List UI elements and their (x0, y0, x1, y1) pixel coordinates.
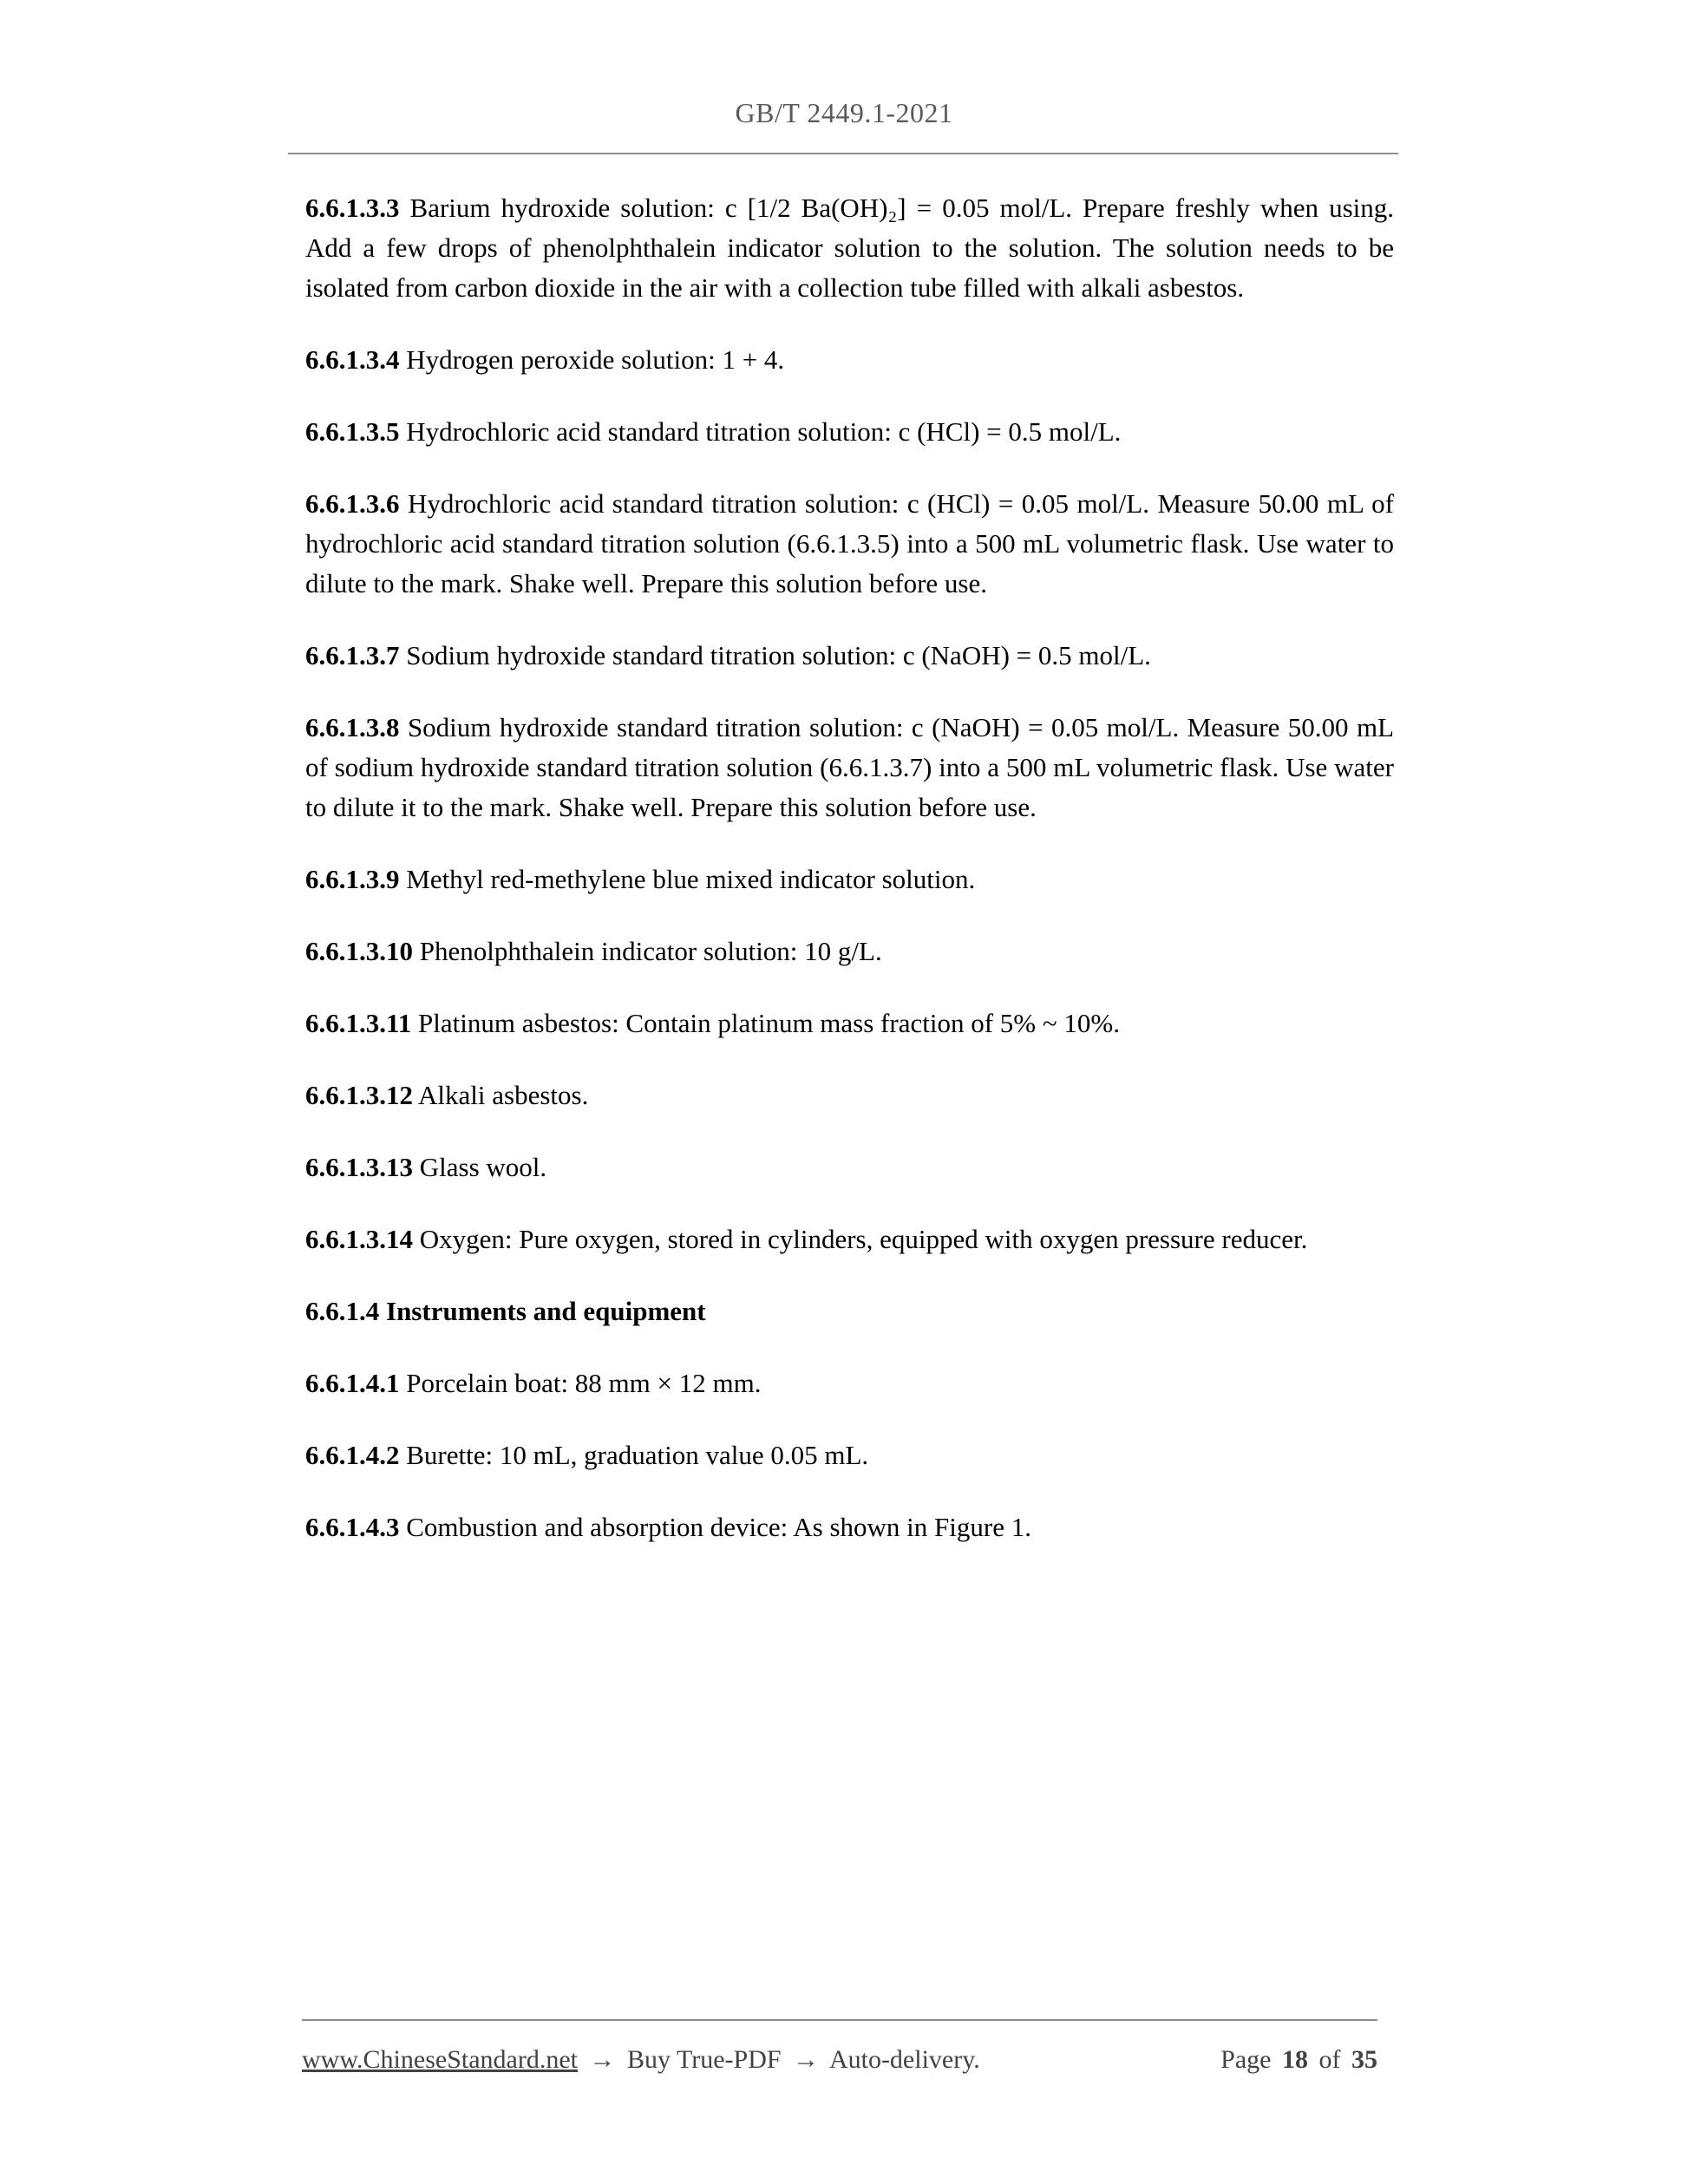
of-label: of (1318, 2045, 1341, 2074)
paragraph (305, 1076, 1394, 1115)
paragraph (305, 860, 1394, 899)
paragraph-text: Oxygen: Pure oxygen, stored in cylinders, equipped with oxygen pressure reducer. (419, 1224, 1308, 1254)
section-number: 6.6.1.3.4 (305, 344, 400, 375)
paragraph (305, 1507, 1394, 1547)
section-number: 6.6.1.3.3 (305, 193, 400, 223)
paragraph-text: Alkali asbestos. (418, 1080, 589, 1110)
paragraph-text: Hydrochloric acid standard titration solution: c (HCl) = 0.5 mol/L. (406, 416, 1122, 447)
section-number: 6.6.1.3.9 (305, 864, 400, 894)
paragraph (305, 412, 1394, 452)
section-number: 6.6.1.3.7 (305, 640, 400, 670)
paragraph-text: Platinum asbestos: Contain platinum mass fraction of 5% ~ 10%. (418, 1008, 1120, 1038)
paragraph (305, 636, 1394, 676)
page-current: 18 (1282, 2045, 1308, 2074)
footer-left (302, 2040, 980, 2080)
footer-link[interactable]: www.ChineseStandard.net (302, 2045, 578, 2074)
footer-buy-label: Buy True-PDF (627, 2045, 782, 2074)
arrow-right-icon: → (589, 2045, 616, 2074)
paragraph (305, 708, 1394, 827)
section-number: 6.6.1.3.6 (305, 488, 400, 519)
page-label: Page (1220, 2045, 1272, 2074)
paragraph (305, 1435, 1394, 1475)
page-indicator (1220, 2040, 1377, 2080)
section-number: 6.6.1.4.3 (305, 1512, 400, 1542)
section-number: 6.6.1.3.13 (305, 1152, 413, 1182)
footer-delivery-label: Auto-delivery. (828, 2045, 980, 2074)
paragraph-text: Burette: 10 mL, graduation value 0.05 mL. (406, 1440, 869, 1470)
section-number: 6.6.1.4.1 (305, 1368, 400, 1398)
header-rule (288, 153, 1398, 154)
paragraph-text: Sodium hydroxide standard titration solution: c (NaOH) = 0.5 mol/L. (406, 640, 1151, 670)
paragraph (305, 484, 1394, 604)
paragraph-text: Phenolphthalein indicator solution: 10 g/L. (419, 936, 882, 966)
paragraph-text: Hydrochloric acid standard titration solution: c (HCl) = 0.05 mol/L. Measure 50.00 mL of hydrochloric acid standard titration solution (6.6.1.3.5) into a 500 mL volumetric flask. Use water to dilute to the mark. Shake well. Prepare this solution before use. (305, 488, 1395, 598)
page-footer (302, 2040, 1377, 2080)
page-total: 35 (1351, 2045, 1377, 2074)
paragraph-text: Combustion and absorption device: As shown in Figure 1. (406, 1512, 1031, 1542)
section-number: 6.6.1.4.2 (305, 1440, 400, 1470)
document-body (305, 188, 1394, 1579)
page-header-title: GB/T 2449.1-2021 (735, 97, 953, 128)
paragraph (305, 1363, 1394, 1403)
paragraph-text: Methyl red-methylene blue mixed indicator solution. (406, 864, 976, 894)
footer-rule (302, 2019, 1377, 2021)
section-heading-text: Instruments and equipment (386, 1296, 706, 1326)
paragraph-text: Glass wool. (419, 1152, 547, 1182)
section-number: 6.6.1.3.8 (305, 712, 400, 742)
section-heading (305, 1291, 1394, 1331)
paragraph (305, 932, 1394, 971)
paragraph-text: Hydrogen peroxide solution: 1 + 4. (406, 344, 785, 375)
section-number: 6.6.1.4 (305, 1296, 380, 1326)
section-number: 6.6.1.3.10 (305, 936, 413, 966)
paragraph (305, 1004, 1394, 1043)
section-number: 6.6.1.3.12 (305, 1080, 413, 1110)
paragraph-text: Porcelain boat: 88 mm × 12 mm. (406, 1368, 762, 1398)
section-number: 6.6.1.3.5 (305, 416, 400, 447)
section-number: 6.6.1.3.14 (305, 1224, 413, 1254)
paragraph (305, 340, 1394, 380)
arrow-right-icon: → (793, 2045, 820, 2074)
paragraph (305, 188, 1394, 308)
paragraph (305, 1220, 1394, 1259)
paragraph-text: Barium hydroxide solution: c [1/2 Ba(OH)₂] = 0.05 mol/L. Prepare freshly when using. Add a few drops of phenolphthalein indicator solution to the solution. The solution needs to be isolated from carbon dioxide in the air with a collection tube filled with alkali asbestos. (305, 193, 1394, 303)
paragraph (305, 1148, 1394, 1187)
section-number: 6.6.1.3.11 (305, 1008, 412, 1038)
paragraph-text: Sodium hydroxide standard titration solution: c (NaOH) = 0.05 mol/L. Measure 50.00 mL of sodium hydroxide standard titration solution (6.6.1.3.7) into a 500 mL volumetric flask. Use water to dilute it to the mark. Shake well. Prepare this solution before use. (305, 712, 1394, 822)
